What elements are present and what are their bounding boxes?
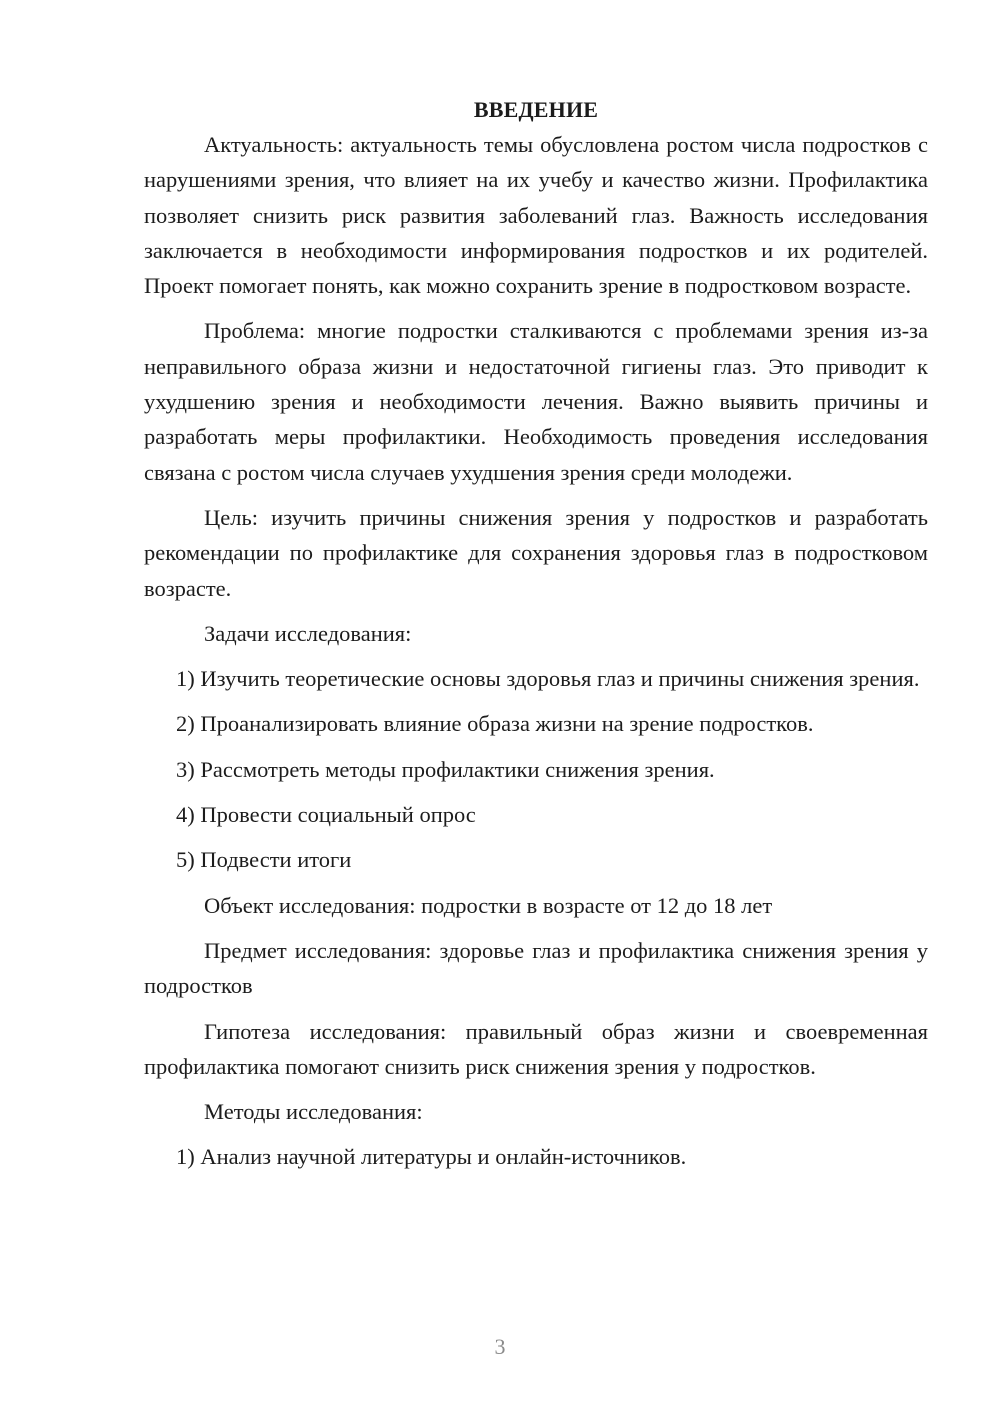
task-item: 5) Подвести итоги [176, 847, 352, 873]
task-item: 2) Проанализировать влияние образа жизни на зрение подростков. [176, 711, 814, 737]
methods-title: Методы исследования: [204, 1099, 423, 1125]
document-page [144, 92, 928, 1185]
task-item: 1) Изучить теоретические основы здоровья глаз и причины снижения зрения. [176, 666, 920, 692]
goal-paragraph: Цель: изучить причины снижения зрения у подростков и разработать рекомендации по профилактике для сохранения здоровья глаз в подростковом возрасте. [144, 504, 928, 601]
hypothesis-paragraph: Гипотеза исследования: правильный образ жизни и своевременная профилактика помогают снизить риск снижения зрения у подростков. [144, 1018, 928, 1079]
problem-paragraph: Проблема: многие подростки сталкиваются с проблемами зрения из-за неправильного образа жизни и недостаточной гигиены глаз. Это приводит к ухудшению зрения и необходимости лечения. Важно выявить причины и разработать меры профилактики. Необходимость проведения исследования связана с ростом числа случаев ухудшения зрения среди молодежи. [144, 318, 928, 485]
subject-paragraph: Предмет исследования: здоровье глаз и профилактика снижения зрения у подростков [144, 937, 928, 999]
relevance-paragraph: Актуальность: актуальность темы обусловлена ростом числа подростков с нарушениями зрения, что влияет на их учебу и качество жизни. Профилактика позволяет снизить риск развития заболеваний глаз. Важность исследования заключается в необходимости информирования подростков и их родителей. Проект помогает понять, как можно сохранить зрение в подростковом возрасте. [144, 132, 928, 299]
page-number: 3 [494, 1334, 506, 1359]
tasks-title: Задачи исследования: [204, 620, 412, 646]
task-item: 3) Рассмотреть методы профилактики снижения зрения. [176, 756, 715, 782]
object-paragraph: Объект исследования: подростки в возрасте от 12 до 18 лет [204, 892, 773, 918]
method-item: 1) Анализ научной литературы и онлайн-источников. [176, 1144, 687, 1170]
section-heading: ВВЕДЕНИЕ [473, 97, 599, 122]
task-item: 4) Провести социальный опрос [176, 802, 476, 828]
